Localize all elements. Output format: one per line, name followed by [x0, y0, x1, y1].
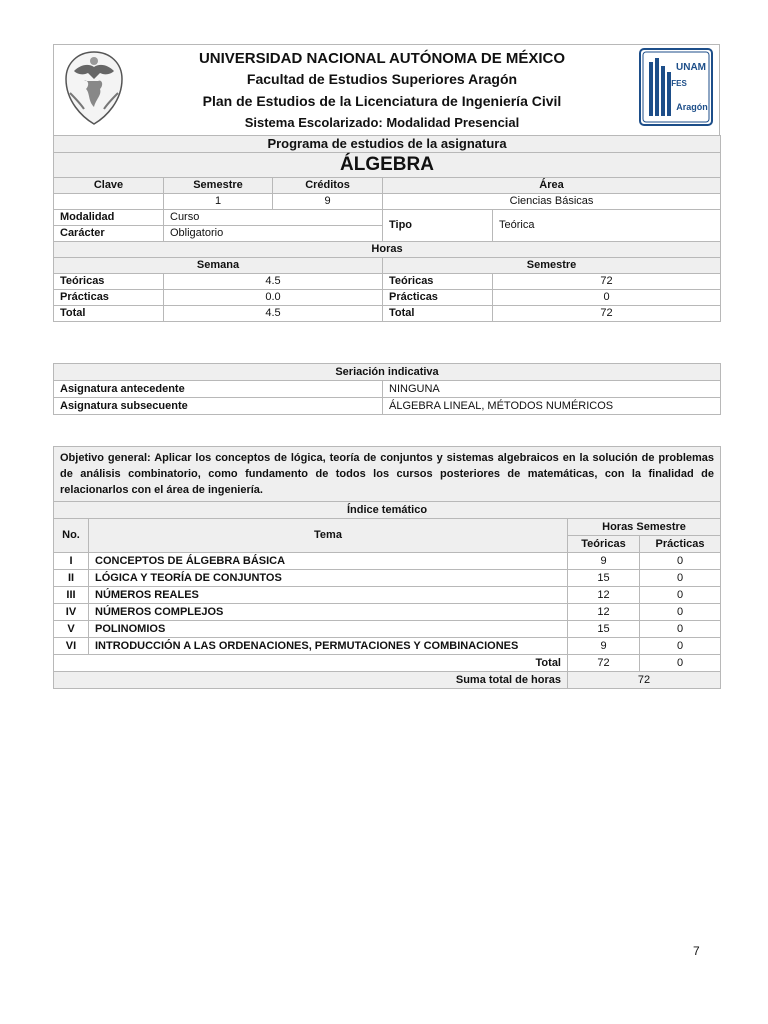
objetivo-indice-table: [53, 446, 721, 689]
practicas-week-label: Prácticas: [54, 290, 164, 306]
topic-title: INTRODUCCIÓN A LAS ORDENACIONES, PERMUTACIONES Y COMBINACIONES: [89, 638, 568, 655]
suma-total-value: 72: [568, 672, 721, 689]
seriacion-title-row: [54, 364, 721, 381]
table-row: [54, 587, 721, 604]
caracter-value: Obligatorio: [164, 226, 383, 242]
program-title: Programa de estudios de la asignatura: [54, 136, 721, 153]
semestre-hours-header: Semestre: [383, 258, 721, 274]
indice-title-row: [54, 502, 721, 519]
suma-total-label: Suma total de horas: [54, 672, 568, 689]
subject-name: ÁLGEBRA: [54, 153, 721, 178]
logo-unam-text: UNAM: [676, 62, 706, 73]
table-row: [54, 604, 721, 621]
university-title: UNIVERSIDAD NACIONAL AUTÓNOMA DE MÉXICO: [198, 50, 566, 67]
table-row: [54, 638, 721, 655]
topic-title: POLINOMIOS: [89, 621, 568, 638]
fes-aragon-logo-icon: [639, 48, 713, 126]
creditos-value: 9: [273, 194, 383, 210]
program-table: [53, 135, 721, 322]
practicas-week-value: 0.0: [164, 290, 383, 306]
practicas-semester-label: Prácticas: [383, 290, 493, 306]
logo-fes-text: FES: [671, 79, 687, 88]
horas-header: Horas: [54, 242, 721, 258]
indice-total-label: Total: [54, 655, 568, 672]
topic-title: NÚMEROS COMPLEJOS: [89, 604, 568, 621]
document-header: [53, 44, 720, 135]
tipo-value: Teórica: [493, 210, 721, 242]
topic-number: V: [54, 621, 89, 638]
indice-title: Índice temático: [54, 502, 721, 519]
creditos-header: Créditos: [273, 178, 383, 194]
topic-practicas: 0: [640, 553, 721, 570]
area-value: Ciencias Básicas: [383, 194, 721, 210]
practicas-semester-value: 0: [493, 290, 721, 306]
program-headers-row: [54, 178, 721, 194]
indice-rows: [54, 553, 721, 655]
program-title-row: [54, 136, 721, 153]
topic-number: II: [54, 570, 89, 587]
teoricas-semester-label: Teóricas: [383, 274, 493, 290]
topic-number: IV: [54, 604, 89, 621]
caracter-label: Carácter: [54, 226, 164, 242]
indice-header-row: [54, 519, 721, 536]
antecedente-value: NINGUNA: [383, 381, 721, 398]
topic-teoricas: 12: [568, 587, 640, 604]
modalidad-label: Modalidad: [54, 210, 164, 226]
tipo-label: Tipo: [383, 210, 493, 242]
no-header: No.: [54, 519, 89, 553]
topic-teoricas: 9: [568, 553, 640, 570]
modalidad-value: Curso: [164, 210, 383, 226]
antecedente-row: [54, 381, 721, 398]
topic-practicas: 0: [640, 587, 721, 604]
plan-title: Plan de Estudios de la Licenciatura de Ingeniería Civil: [202, 93, 562, 109]
total-week-value: 4.5: [164, 306, 383, 322]
topic-title: LÓGICA Y TEORÍA DE CONJUNTOS: [89, 570, 568, 587]
objetivo-general: Objetivo general: Aplicar los conceptos de lógica, teoría de conjuntos y sistemas algebraicos en la solución de problemas de análisis combinatorio, como fundamento de todos los cursos posteriores de matemáticas, con la finalidad de relacionarlos con el área de ingeniería.: [54, 447, 721, 502]
indice-total-teoricas: 72: [568, 655, 640, 672]
horas-subheader-row: [54, 258, 721, 274]
system-title: Sistema Escolarizado: Modalidad Presencial: [244, 115, 520, 130]
topic-practicas: 0: [640, 638, 721, 655]
area-header: Área: [383, 178, 721, 194]
teoricas-semester-value: 72: [493, 274, 721, 290]
teoricas-row: [54, 274, 721, 290]
table-row: [54, 553, 721, 570]
program-values-row: [54, 194, 721, 210]
faculty-title: Facultad de Estudios Superiores Aragón: [246, 71, 518, 87]
horas-semestre-header: Horas Semestre: [568, 519, 721, 536]
indice-total-practicas: 0: [640, 655, 721, 672]
practicas-row: [54, 290, 721, 306]
subsecuente-value: ÁLGEBRA LINEAL, MÉTODOS NUMÉRICOS: [383, 398, 721, 415]
practicas-header: Prácticas: [640, 536, 721, 553]
topic-teoricas: 12: [568, 604, 640, 621]
topic-number: VI: [54, 638, 89, 655]
logo-aragon-text: Aragón: [676, 102, 708, 112]
teoricas-week-value: 4.5: [164, 274, 383, 290]
teoricas-header: Teóricas: [568, 536, 640, 553]
topic-practicas: 0: [640, 621, 721, 638]
topic-teoricas: 15: [568, 570, 640, 587]
topic-title: NÚMEROS REALES: [89, 587, 568, 604]
semestre-value: 1: [164, 194, 273, 210]
tema-header: Tema: [89, 519, 568, 553]
semestre-header: Semestre: [164, 178, 273, 194]
total-row: [54, 306, 721, 322]
seriacion-table: [53, 363, 721, 415]
clave-value: [54, 194, 164, 210]
horas-row: [54, 242, 721, 258]
suma-total-row: [54, 672, 721, 689]
page-number: 7: [693, 944, 700, 958]
clave-header: Clave: [54, 178, 164, 194]
subsecuente-label: Asignatura subsecuente: [54, 398, 383, 415]
antecedente-label: Asignatura antecedente: [54, 381, 383, 398]
topic-teoricas: 15: [568, 621, 640, 638]
modalidad-row: [54, 210, 721, 226]
topic-practicas: 0: [640, 570, 721, 587]
teoricas-week-label: Teóricas: [54, 274, 164, 290]
semana-header: Semana: [54, 258, 383, 274]
subject-row: [54, 153, 721, 178]
total-week-label: Total: [54, 306, 164, 322]
total-semester-value: 72: [493, 306, 721, 322]
seriacion-title: Seriación indicativa: [54, 364, 721, 381]
topic-number: III: [54, 587, 89, 604]
subsecuente-row: [54, 398, 721, 415]
objetivo-row: [54, 447, 721, 502]
topic-number: I: [54, 553, 89, 570]
topic-title: CONCEPTOS DE ÁLGEBRA BÁSICA: [89, 553, 568, 570]
topic-teoricas: 9: [568, 638, 640, 655]
total-semester-label: Total: [383, 306, 493, 322]
table-row: [54, 621, 721, 638]
table-row: [54, 570, 721, 587]
topic-practicas: 0: [640, 604, 721, 621]
unam-seal-icon: [60, 49, 128, 127]
indice-total-row: [54, 655, 721, 672]
